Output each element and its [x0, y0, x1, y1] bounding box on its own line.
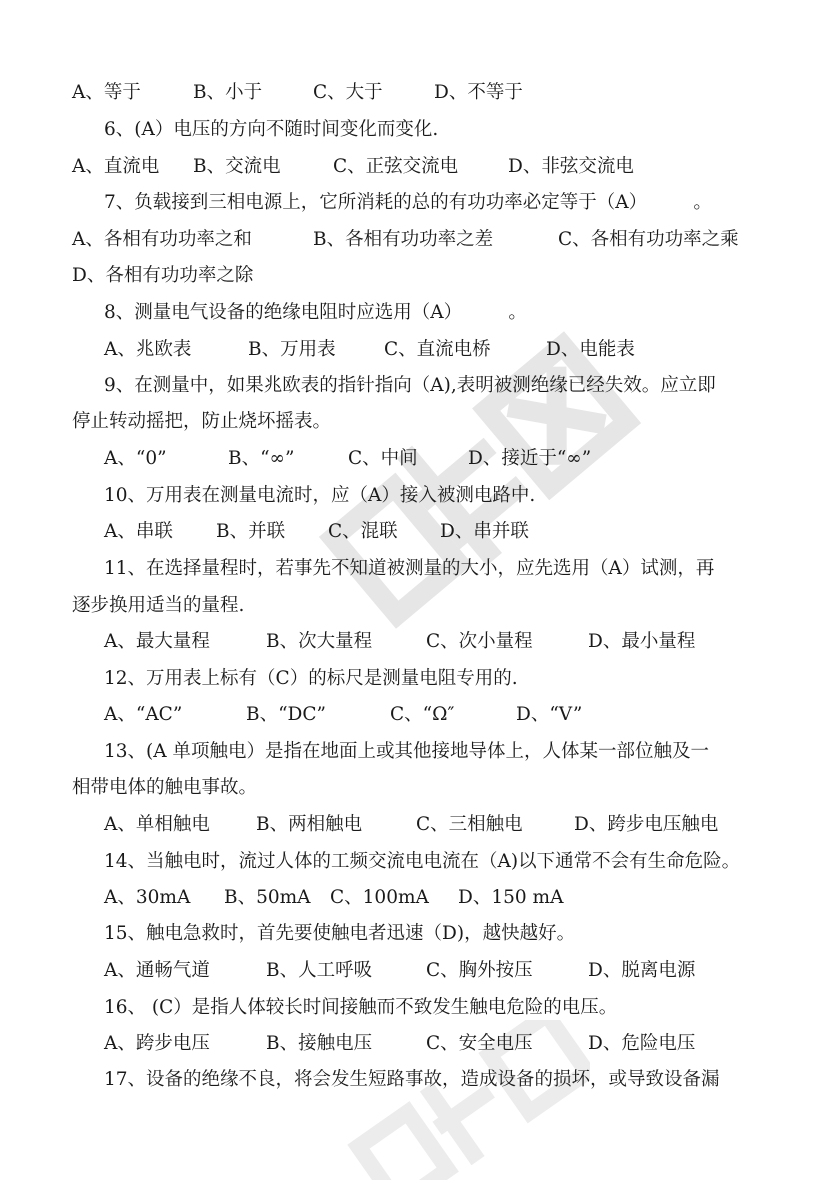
question-text: 逐步换用适当的量程. [72, 595, 245, 616]
option-b: B、接触电压 [266, 1033, 373, 1054]
option-d: D、150 mA [458, 887, 564, 908]
option-d: D、电能表 [546, 339, 635, 360]
option-d: D、最小量程 [588, 631, 696, 652]
question-text: 6、(A）电压的方向不随时间变化而变化. [104, 119, 439, 140]
option-c: C、正弦交流电 [333, 156, 459, 177]
option-a: A、最大量程 [104, 631, 210, 652]
option-c: C、三相触电 [416, 814, 523, 835]
option-b: B、次大量程 [266, 631, 373, 652]
option-a: A、“0” [104, 448, 167, 469]
option-a: A、串联 [104, 521, 173, 542]
option-b: B、各相有功功率之差 [313, 229, 494, 250]
question-text: 17、设备的绝缘不良，将会发生短路事故，造成设备的损坏，或导致设备漏 [104, 1069, 720, 1090]
option-a: A、单相触电 [104, 814, 210, 835]
option-a: A、跨步电压 [104, 1033, 210, 1054]
option-a: A、各相有功功率之和 [72, 229, 252, 250]
question-text: 15、触电急救时，首先要使触电者迅速（D)，越快越好。 [104, 923, 576, 944]
option-d: D、不等于 [434, 82, 523, 103]
option-b: B、小于 [193, 82, 263, 103]
option-d: D、串并联 [440, 521, 529, 542]
question-text: 13、(A 单项触电）是指在地面上或其他接地导体上，人体某一部位触及一 [104, 741, 710, 762]
option-c: C、直流电桥 [384, 339, 491, 360]
option-d: D、危险电压 [588, 1033, 696, 1054]
option-d: D、“V” [516, 704, 583, 725]
question-text: 16、 (C）是指人体较长时间接触而不致发生触电危险的电压。 [104, 997, 618, 1018]
question-text: 相带电体的触电事故。 [72, 777, 258, 798]
option-b: B、两相触电 [256, 814, 363, 835]
option-d: D、脱离电源 [588, 960, 696, 981]
option-a: A、通畅气道 [104, 960, 210, 981]
question-text: 9、在测量中，如果兆欧表的指针指向（A),表明被测绝缘已经失效。应立即 [104, 375, 716, 396]
option-c: C、“Ω″ [390, 704, 455, 725]
option-a: A、直流电 [72, 156, 160, 177]
option-b: B、“∞” [228, 448, 295, 469]
option-a: A、30mA [104, 887, 191, 908]
question-text: 停止转动摇把，防止烧坏摇表。 [72, 411, 332, 432]
option-d: D、接近于“∞” [468, 448, 592, 469]
option-b: B、万用表 [248, 339, 336, 360]
option-b: B、交流电 [193, 156, 281, 177]
option-c: C、安全电压 [426, 1033, 533, 1054]
option-c: C、混联 [328, 521, 398, 542]
question-text: 8、测量电气设备的绝缘电阻时应选用（A） 。 [104, 302, 527, 323]
question-text: 10、万用表在测量电流时，应（A）接入被测电路中. [104, 485, 536, 506]
option-b: B、人工呼吸 [266, 960, 373, 981]
option-b: B、“DC” [246, 704, 326, 725]
option-c: C、中间 [348, 448, 418, 469]
option-c: C、胸外按压 [426, 960, 533, 981]
question-text: 7、负载接到三相电源上，它所消耗的总的有功功率必定等于（A） 。 [104, 192, 712, 213]
option-a: A、“AC” [104, 704, 183, 725]
question-text: 14、当触电时，流过人体的工频交流电电流在（A)以下通常不会有生命危险。 [104, 851, 741, 872]
option-a: A、等于 [72, 82, 141, 103]
option-c: C、次小量程 [426, 631, 533, 652]
option-b: B、50mA [224, 887, 311, 908]
option-a: A、兆欧表 [104, 339, 192, 360]
option-c: C、100mA [330, 887, 429, 908]
option-d: D、各相有功功率之除 [72, 265, 254, 286]
question-text: 11、在选择量程时，若事先不知道被测量的大小，应先选用（A）试测，再 [104, 558, 715, 579]
option-d: D、跨步电压触电 [574, 814, 719, 835]
option-c: C、各相有功功率之乘 [558, 229, 739, 250]
option-b: B、并联 [216, 521, 286, 542]
question-text: 12、万用表上标有（C）的标尺是测量电阻专用的. [104, 668, 518, 689]
option-c: C、大于 [313, 82, 383, 103]
option-d: D、非弦交流电 [508, 156, 634, 177]
